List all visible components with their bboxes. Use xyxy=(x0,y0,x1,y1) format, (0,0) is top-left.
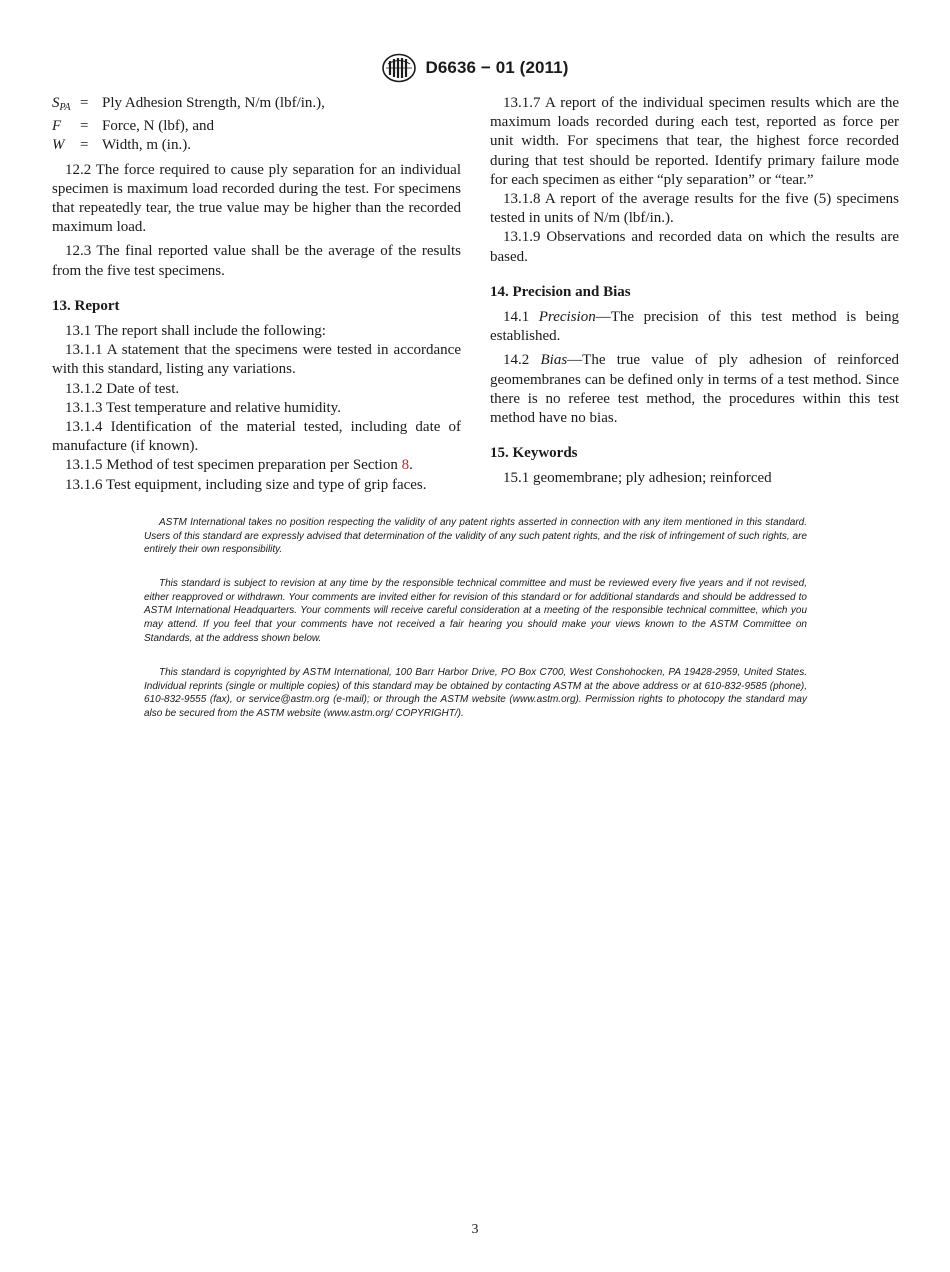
paragraph-13-1-7: 13.1.7 A report of the individual specimen results which are the maximum loads recorded during each test, reported as force per unit width. For specimens that tear, the highest force recorded during that test should be reported. Identify primary failure mode for each specimen as either “ply separation” or “tear.” xyxy=(490,95,899,188)
paragraph-14-2: 14.2 Bias—The true value of ply adhesion of reinforced geomembranes can be defined only in terms of a test method. Since there is no referee test method, the procedures within this test method have no bias. xyxy=(490,352,899,427)
definition-text: Width, m (in.). xyxy=(102,137,191,154)
revision-notice: This standard is subject to revision at any time by the responsible technical committee and must be reviewed every five years and if not revised, either reapproved or withdrawn. Your comments are invited either for revision of this standard or for additional standards and should be addressed to ASTM International Headquarters. Your comments will receive careful consideration at a meeting of the responsible technical committee, which you may attend. If you feel that your comments have not received a fair hearing you should make your views known to the ASTM Committee on Standards, at the address shown below. xyxy=(144,578,807,644)
definition-text: Force, N (lbf), and xyxy=(102,118,215,135)
standard-designation: D6636 − 01 (2011) xyxy=(425,58,569,77)
definition-symbol: W xyxy=(52,137,65,154)
paragraph-13-1-5: 13.1.5 Method of test specimen preparation per Section 8. xyxy=(65,457,413,474)
page-header xyxy=(0,52,950,84)
definition-spa: $S_{PA}$ = Ply Adhesion Strength, N/m (lbf/in.), xyxy=(52,94,461,117)
astm-logo xyxy=(381,53,417,83)
copyright-notice: This standard is copyrighted by ASTM International, 100 Barr Harbor Drive, PO Box C700, West Conshohocken, PA 19428-2959, United States. Individual reprints (single or multiple copies) of this standard may be obtained by contacting ASTM at the above address or at 610-832-9585 (phone), 610-832-9555 (fax), or service@astm.org (e-mail); or through the ASTM website (www.astm.org). Permission rights to photocopy the standard may also be secured from the ASTM website (www.astm.org/ COPYRIGHT/). xyxy=(144,667,807,720)
left-column xyxy=(52,94,461,495)
paragraph-13-1-9: 13.1.9 Observations and recorded data on which the results are based. xyxy=(490,229,899,265)
definition-symbol: $S_{PA}$ xyxy=(52,95,71,113)
paragraph-13-1: 13.1 The report shall include the following: xyxy=(65,323,326,340)
section-heading-13: 13. Report xyxy=(52,297,120,314)
section-heading-15: 15. Keywords xyxy=(490,445,578,462)
page-number: 3 xyxy=(471,1222,479,1237)
right-column xyxy=(490,94,899,489)
definition-text: Ply Adhesion Strength, N/m (lbf/in.), xyxy=(102,95,325,111)
patent-notice: ASTM International takes no position respecting the validity of any patent rights asserted in connection with any item mentioned in this standard. Users of this standard are expressly advised that determination of the validity of any such patent rights, and the risk of infringement of such rights, are entirely their own responsibility. xyxy=(144,517,807,556)
definition-symbol: F xyxy=(52,118,62,135)
paragraph-13-1-6: 13.1.6 Test equipment, including size and type of grip faces. xyxy=(65,476,427,493)
paragraph-14-1: 14.1 Precision—The precision of this test method is being established. xyxy=(490,309,900,345)
definition-w: W = Width, m (in.). xyxy=(52,136,461,155)
paragraph-13-1-8: 13.1.8 A report of the average results for the five (5) specimens tested in units of N/m (lbf/in.). xyxy=(490,191,899,227)
paragraph-15-1: 15.1 geomembrane; ply adhesion; reinforced xyxy=(503,470,772,487)
paragraph-12-3: 12.3 The final reported value shall be the average of the results from the five test specimens. xyxy=(52,243,461,279)
paragraph-13-1-1: 13.1.1 A statement that the specimens were tested in accordance with this standard, listing any variations. xyxy=(52,342,461,378)
paragraph-13-1-4: 13.1.4 Identification of the material tested, including date of manufacture (if known). xyxy=(52,419,461,455)
definition-f: F = Force, N (lbf), and xyxy=(52,117,461,136)
section-8-link[interactable]: 8 xyxy=(401,457,410,474)
paragraph-13-1-2: 13.1.2 Date of test. xyxy=(65,380,180,397)
paragraph-12-2: 12.2 The force required to cause ply separation for an individual specimen is maximum load recorded during the test. For specimens that repeatedly tear, the true value may be higher than the recorded maximum load. xyxy=(52,161,461,236)
paragraph-13-1-3: 13.1.3 Test temperature and relative humidity. xyxy=(65,399,341,416)
section-heading-14: 14. Precision and Bias xyxy=(490,283,631,300)
